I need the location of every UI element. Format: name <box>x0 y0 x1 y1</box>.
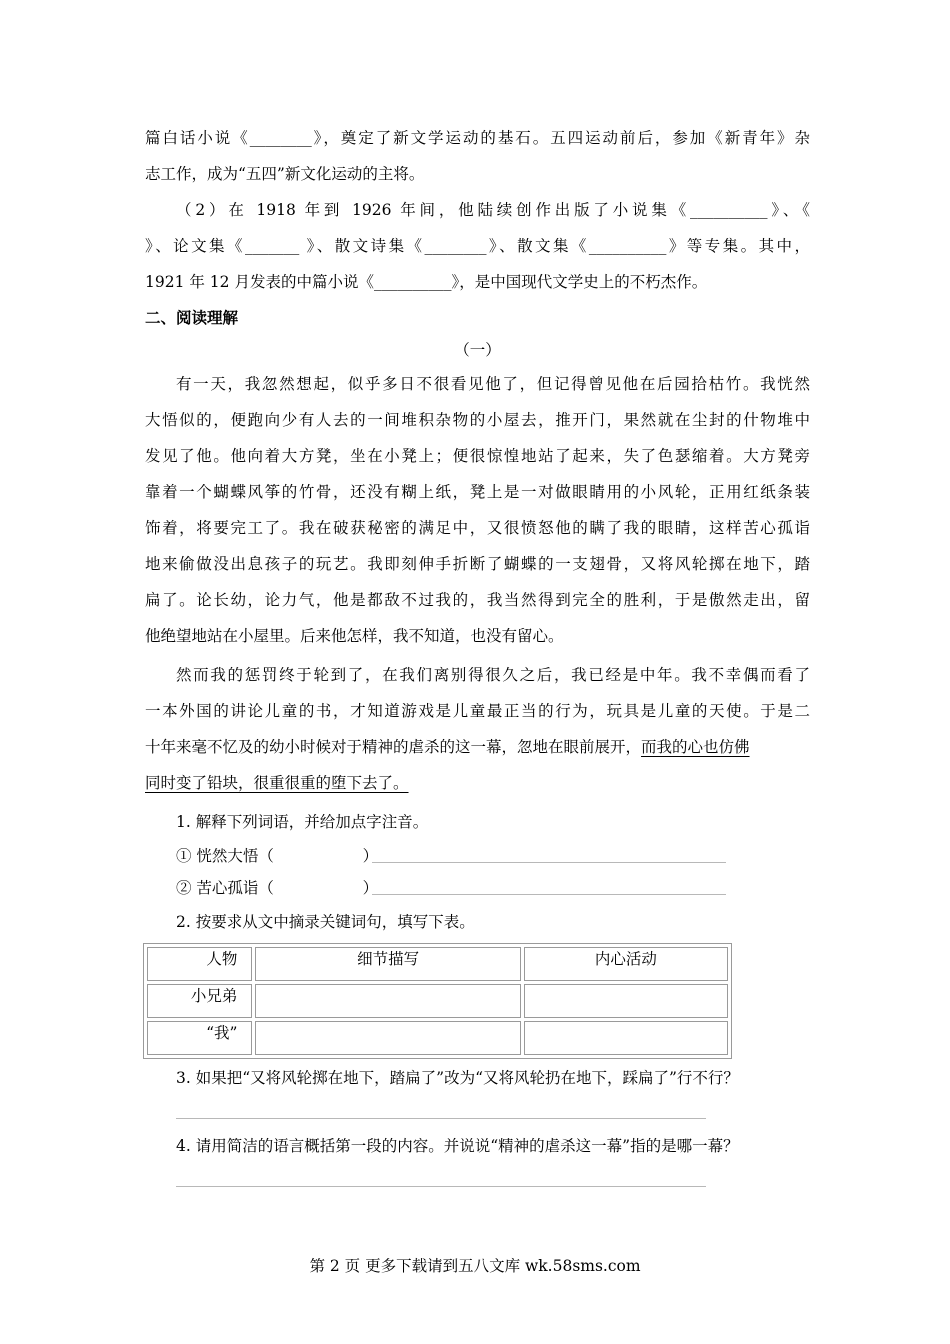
table-header-cell: 细节描写 <box>255 947 520 981</box>
para1-line: 有一天，我忽然想起，似乎多日不很看见他了，但记得曾见他在后园拾枯竹。我恍然 <box>176 375 810 393</box>
table-cell-detail[interactable] <box>255 1021 520 1055</box>
detail-table <box>143 943 732 1059</box>
underlined-sentence-part1: 而我的心也仿佛 <box>641 738 750 756</box>
fill-line-1: 篇白话小说《________》，奠定了新文学运动的基石。五四运动前后，参加《新青年》杂 <box>145 129 810 147</box>
table-cell-person: 小兄弟 <box>147 984 252 1018</box>
table-cell-inner[interactable] <box>524 984 728 1018</box>
para2-line-3 <box>145 736 810 758</box>
question-4: 4. 请用简洁的语言概括第一段的内容。并说说“精神的虐杀这一幕”指的是哪一幕？ <box>176 1137 739 1155</box>
table-row <box>147 1021 728 1055</box>
para1-line: 他绝望地站在小屋里。后来他怎样，我不知道，也没有留心。 <box>145 627 564 645</box>
question-1-term-a: ① 恍然大悟（ ） <box>176 847 379 865</box>
fill-line-2: 志工作，成为“五四”新文化运动的主将。 <box>145 165 425 183</box>
answer-line-1b[interactable] <box>372 894 726 895</box>
para1-line: 靠着一个蝴蝶风筝的竹骨，还没有糊上纸，凳上是一对做眼睛用的小风轮，正用红纸条装 <box>145 483 810 501</box>
underlined-sentence-part2: 同时变了铅块，很重很重的堕下去了。 <box>145 774 409 792</box>
table-header-cell: 内心活动 <box>524 947 728 981</box>
table-cell-inner[interactable] <box>524 1021 728 1055</box>
question-1: 1. 解释下列词语，并给加点字注音。 <box>176 813 429 831</box>
fill-line-5: 1921 年 12 月发表的中篇小说《__________》，是中国现代文学史上的不朽杰作。 <box>145 273 708 291</box>
para1-line: 扁了。论长幼，论力气，他是都敌不过我的，我当然得到完全的胜利，于是傲然走出，留 <box>145 591 810 609</box>
para1-line: 饰着，将要完工了。我在破获秘密的满足中，又很愤怒他的瞒了我的眼睛，这样苦心孤诣 <box>145 519 810 537</box>
fill-line-4: 》、论文集《_______ 》、散文诗集《________》、散文集《__________》等专集。其中， <box>145 237 810 255</box>
para2-line: 然而我的惩罚终于轮到了，在我们离别得很久之后，我已经是中年。我不幸偶而看了 <box>176 666 810 684</box>
fill-line-3: （2）在 1918 年到 1926 年间，他陆续创作出版了小说集《__________》、《 <box>176 201 810 219</box>
passage-number: （一） <box>454 341 501 359</box>
para1-line: 大悟似的，便跑向少有人去的一间堆积杂物的小屋去，推开门，果然就在尘封的什物堆中 <box>145 411 810 429</box>
answer-line-3[interactable] <box>176 1118 706 1119</box>
section-title: 二、阅读理解 <box>145 308 239 327</box>
table-cell-detail[interactable] <box>255 984 520 1018</box>
question-3: 3. 如果把“又将风轮掷在地下，踏扁了”改为“又将风轮扔在地下，踩扁了”行不行？ <box>176 1069 739 1087</box>
para1-line: 发见了他。他向着大方凳，坐在小凳上；便很惊惶地站了起来，失了色瑟缩着。大方凳旁 <box>145 447 810 465</box>
table-header-row <box>147 947 728 981</box>
page-footer: 第 2 页 更多下载请到五八文库 wk.58sms.com <box>309 1257 641 1275</box>
para1-line: 地来偷做没出息孩子的玩艺。我即刻伸手折断了蝴蝶的一支翅骨，又将风轮掷在地下，踏 <box>145 555 810 573</box>
answer-line-4[interactable] <box>176 1186 706 1187</box>
para2-line: 一本外国的讲论儿童的书，才知道游戏是儿童最正当的行为，玩具是儿童的天使。于是二 <box>145 702 810 720</box>
question-2: 2. 按要求从文中摘录关键词句，填写下表。 <box>176 913 475 931</box>
table-header-cell: 人物 <box>147 947 252 981</box>
answer-line-1a[interactable] <box>372 862 726 863</box>
para2-line-4 <box>145 772 810 794</box>
table-row <box>147 984 728 1018</box>
table-cell-person: “我” <box>147 1021 252 1055</box>
para2-line-3-text: 十年来毫不忆及的幼小时候对于精神的虐杀的这一幕，忽地在眼前展开， <box>145 738 642 756</box>
question-1-term-b: ② 苦心孤诣（ ） <box>176 879 379 897</box>
